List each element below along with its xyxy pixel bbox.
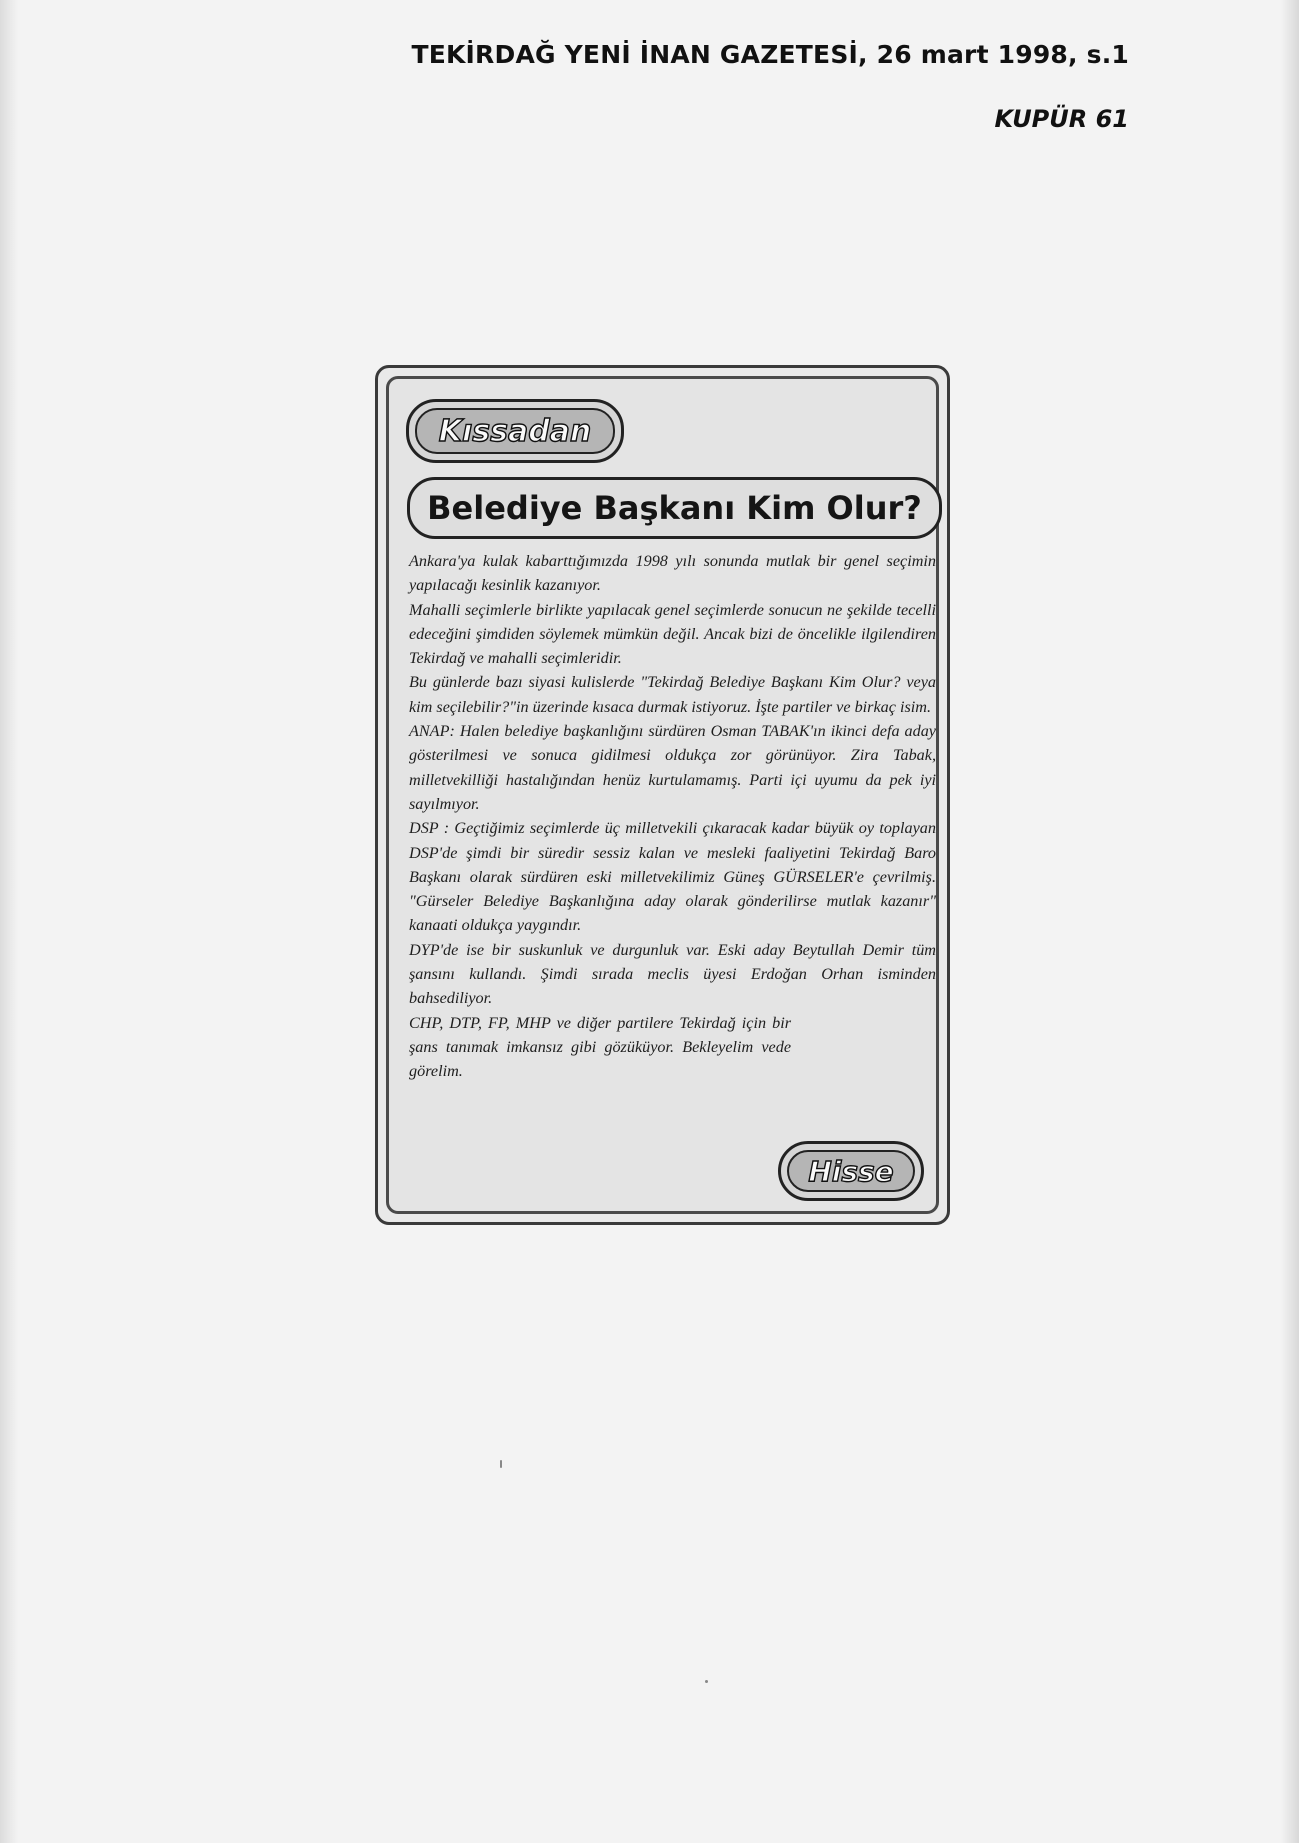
article-paragraph: ANAP: Halen belediye başkanlığını sürdüren Osman TABAK'ın ikinci defa aday gösterilmesi ve sonuca gidilmesi oldukça zor görünüyor. Zira Tabak, milletvekilliği hastalığından henüz kurtulamamış. Parti içi uyumu da pek iyi sayılmıyor. (409, 722, 936, 813)
article-paragraph: Mahalli seçimlerle birlikte yapılacak genel seçimlerde sonucun ne şekilde tecelli edeceğini şimdiden söylemek mümkün değil. Ancak bizi de öncelikle ilgilendiren Tekirdağ ve mahalli seçimleridir. (409, 600, 936, 668)
signature-badge (778, 1141, 924, 1201)
scan-shadow-left (0, 0, 18, 1843)
clipping-frame (386, 376, 939, 1214)
article-paragraph: Bu günlerde bazı siyasi kulislerde "Tekirdağ Belediye Başkanı Kim Olur? veya kim seçilebilir?"in üzerinde kısaca durmak istiyoruz. İşte partiler ve birkaç isim. (409, 673, 936, 716)
clipping-number: KUPÜR 61 (994, 105, 1129, 133)
headline-box (407, 477, 942, 539)
article-paragraph: DYP'de ise bir suskunluk ve durgunluk var. Eski aday Beytullah Demir tüm şansını kullandı. Şimdi sırada meclis üyesi Erdoğan Orhan isminden bahsediliyor. (409, 940, 936, 1008)
article-paragraph: DSP : Geçtiğimiz seçimlerde üç milletvekili çıkaracak kadar büyük oy toplayan DSP'de şimdi bir süredir sessiz kalan ve mesleki faaliyetini Tekirdağ Baro Başkanı olarak sürdüren eski milletvekilimiz Güneş GÜRSELER'e çevrilmiş. "Gürseler Belediye Başkanlığına aday olarak gönderilirse mutlak kazanır" kanaati oldukça yaygındır. (409, 819, 936, 935)
section-label: Kıssadan (415, 408, 615, 454)
archive-header-title: TEKİRDAĞ YENİ İNAN GAZETESİ, 26 mart 1998, s.1 (411, 40, 1129, 69)
section-badge (406, 399, 624, 463)
article-body (409, 549, 936, 1084)
signature-label: Hisse (787, 1150, 915, 1192)
scan-speck (705, 1680, 708, 1683)
article-headline: Belediye Başkanı Kim Olur? (427, 489, 922, 527)
article-paragraph: CHP, DTP, FP, MHP ve diğer partilere Tekirdağ için bir şans tanımak imkansız gibi gözüküyor. Bekleyelim vede görelim. (409, 1013, 791, 1081)
article-paragraph: Ankara'ya kulak kabarttığımızda 1998 yılı sonunda mutlak bir genel seçimin yapılacağı kesinlik kazanıyor. (409, 552, 936, 595)
newspaper-clipping (375, 365, 950, 1225)
scan-speck (500, 1460, 502, 1468)
scan-shadow-right (1281, 0, 1299, 1843)
